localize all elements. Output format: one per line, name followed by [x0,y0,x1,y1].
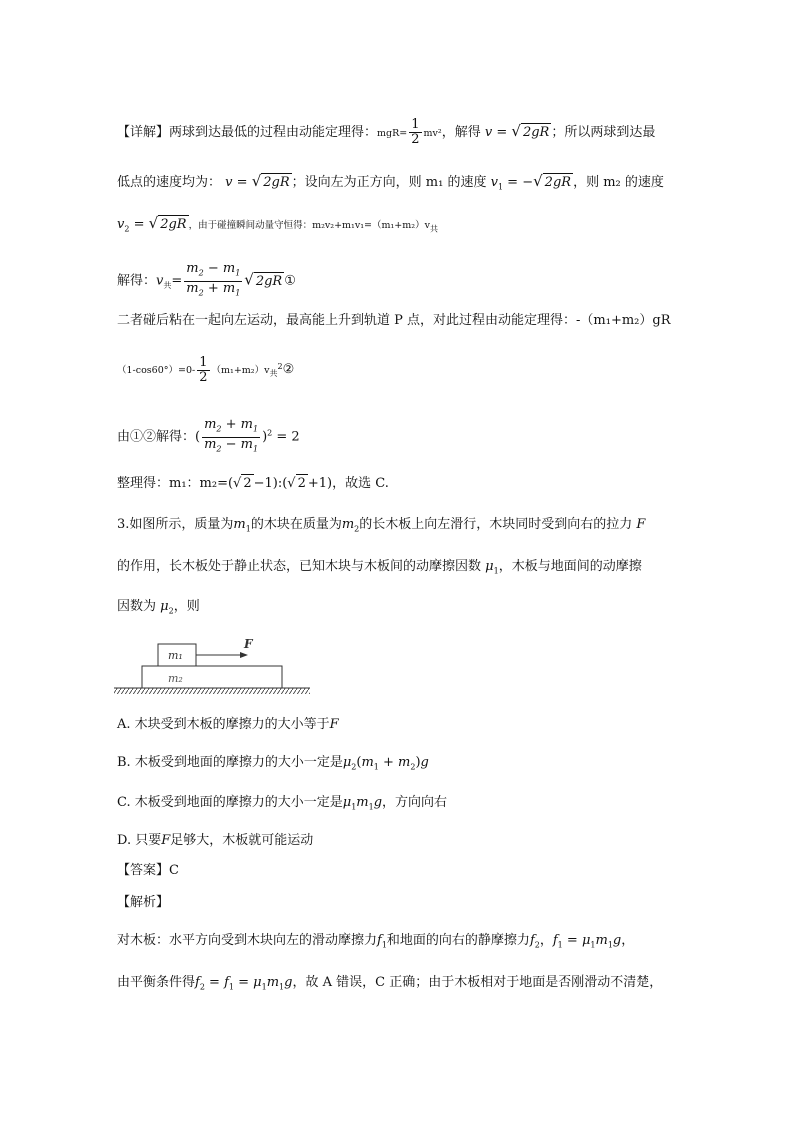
half-fraction: $\frac{1}{2}$ [411,117,420,147]
detail-line-5: 二者碰后粘在一起向左运动，最高能上升到轨道 P 点，对此过程由动能定理得：-（m₁+m₂）gR [117,313,671,328]
force-arrowhead-icon [240,652,248,658]
detail-line-1: 【详解】两球到达最低的过程由动能定理得：mgR= $\frac{1}{2}$ mv²，解得 v = √ 2gR ；所以两球到达最 [117,117,656,147]
analysis-line-2: 由平衡条件得$f_2 = f_1 = \mu_1m_1g$，故 A 错误，C 正确；由于木板相对于地面是否刚滑动不清楚， [117,975,663,992]
option-c: C. 木板受到地面的摩擦力的大小一定是$\mu_1m_1g$，方向向右 [117,795,448,812]
option-a: A. 木块受到木板的摩擦力的大小等于F [117,717,339,732]
answer-line [117,862,179,880]
analysis-line-1: 对木板：水平方向受到木块向左的滑动摩擦力$f_1$和地面的向右的静摩擦力$f_2$，$f_1 = \mu_1m_1g$， [117,933,635,950]
question-3-line-2: 的作用，长木板处于静止状态，已知木块与木板间的动摩擦因数 $\mu_1$，木板与地面间的动摩擦 [117,559,642,576]
option-d: D. 只要F足够大，木板就可能运动 [117,833,314,848]
formula-v: v [484,125,493,140]
analysis-tag: 【解析】 [117,895,170,910]
board-m2 [142,666,282,688]
block-on-board-diagram [112,636,312,702]
board-m2-label: m₂ [168,672,183,685]
option-b: B. 木板受到地面的摩擦力的大小一定是$\mu_2(m_1 + m_2)g$ [117,755,429,772]
detail-line-8: 整理得：m₁：m₂=(√ 2 −1):(√ 2 +1)，故选 C. [117,476,389,491]
block-m1-label: m₁ [168,649,183,662]
force-label: F [244,637,253,651]
answer-tag: 【答案】 [117,863,170,878]
detail-line-7: 由①②解得：( $\frac{m_2 + m_1}{m_2 - m_1}$ )$^2$ = 2 [117,417,300,454]
question-3-line-1: 3.如图所示，质量为$m_1$的木块在质量为$m_2$的长木板上向左滑行，木块同时受到向右的拉力 F [117,517,646,534]
ground-hatch [114,688,310,694]
detail-line-6: （1-cos60°）=0- $\frac{1}{2}$ $(m_1+m_2)v_共^2②$ [117,355,295,385]
detail-line-3: $v_2$ = √ 2gR ，由于碰撞瞬间动量守恒得：$m_2v_2+m_1v_1=(m_1+m_2)v_共$ [117,214,438,234]
detail-tag: 【详解】 [117,125,170,140]
question-3-line-3: 因数为 $\mu_2$，则 [117,599,200,616]
detail-line-4: 解得：$v_共=$ $\frac{m_2 - m_1}{m_2 + m_1}$ √ 2gR ① [117,261,296,298]
answer-value: C [169,863,179,878]
detail-line-2: 低点的速度均为： v = √ 2gR ；设向左为正方向，则 m₁ 的速度 $v_1$ = −√ 2gR ，则 m₂ 的速度 [117,172,664,192]
